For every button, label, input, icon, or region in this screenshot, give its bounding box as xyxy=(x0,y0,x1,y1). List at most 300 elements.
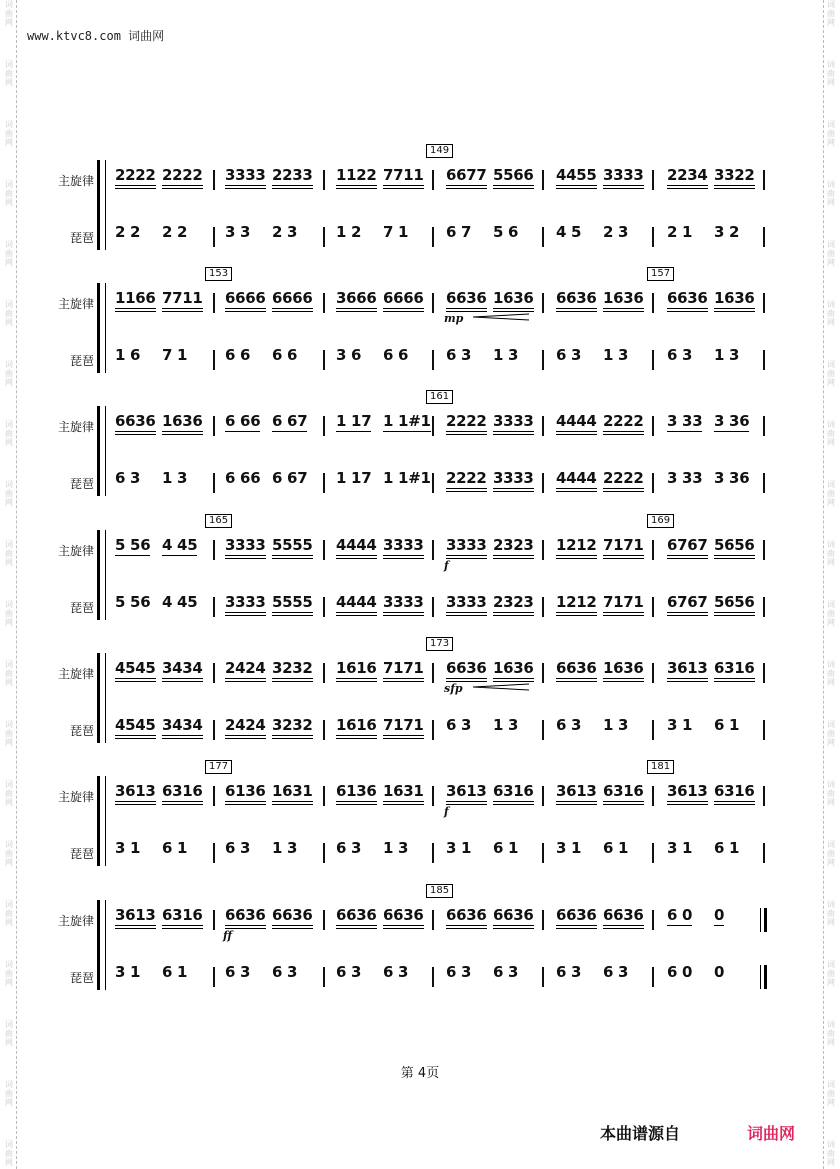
source-label: 本曲谱源自 xyxy=(600,1124,681,1143)
watermark-mark: 词 曲 网 xyxy=(827,660,835,687)
watermark-mark: 词 曲 网 xyxy=(5,1020,13,1047)
pipa-note-group: 6 3 xyxy=(603,963,629,981)
melody-note-group: 1631 xyxy=(272,782,313,805)
pipa-note-group: 1 3 xyxy=(162,469,188,487)
system-brace xyxy=(97,776,106,866)
barline xyxy=(763,350,765,370)
melody-note-group: 6636 xyxy=(336,906,377,929)
watermark-mark: 词 曲 网 xyxy=(5,720,13,747)
barline xyxy=(542,227,544,247)
melody-note-group: 6316 xyxy=(493,782,534,805)
watermark-mark: 词 曲 网 xyxy=(5,900,13,927)
barline xyxy=(763,227,765,247)
pipa-note-group: 0 xyxy=(714,963,725,981)
watermark-mark: 词 曲 网 xyxy=(5,480,13,507)
watermark-mark: 词 曲 网 xyxy=(827,180,835,207)
melody-note-group: 3613 xyxy=(556,782,597,805)
barline xyxy=(213,416,215,436)
pipa-note-group: 3 36 xyxy=(714,469,750,487)
measure-number: 153 xyxy=(205,267,232,281)
barline xyxy=(652,416,654,436)
pipa-note-group: 5555 xyxy=(272,593,313,616)
watermark-mark: 词 曲 网 xyxy=(827,780,835,807)
melody-note-group: 6636 xyxy=(667,289,708,312)
pipa-note-group: 2 3 xyxy=(272,223,298,241)
instrument-label-melody: 主旋律 xyxy=(57,667,94,681)
pipa-note-group: 4 45 xyxy=(162,593,198,611)
pipa-note-group: 5 56 xyxy=(115,593,151,611)
barline xyxy=(323,416,325,436)
barline xyxy=(323,663,325,683)
melody-note-group: 4444 xyxy=(336,536,377,559)
watermark-mark: 词 曲 网 xyxy=(827,1080,835,1107)
measure-number: 161 xyxy=(426,390,453,404)
pipa-note-group: 6 66 xyxy=(225,469,261,487)
melody-note-group: 4455 xyxy=(556,166,597,189)
header-site-name: 词曲网 xyxy=(128,29,165,43)
watermark-mark: 词 曲 网 xyxy=(827,480,835,507)
pipa-note-group: 6 3 xyxy=(383,963,409,981)
melody-note-group: 6666 xyxy=(383,289,424,312)
pipa-note-group: 1 3 xyxy=(493,716,519,734)
melody-note-group: 6136 xyxy=(336,782,377,805)
barline xyxy=(652,170,654,190)
melody-note-group: 3613 xyxy=(115,782,156,805)
melody-note-group: 6636 xyxy=(556,289,597,312)
melody-note-group: 4444 xyxy=(556,412,597,435)
barline xyxy=(432,663,434,683)
pipa-note-group: 6 3 xyxy=(225,963,251,981)
melody-note-group: 1122 xyxy=(336,166,377,189)
melody-note-group: 3613 xyxy=(115,906,156,929)
barline xyxy=(652,910,654,930)
pipa-note-group: 3333 xyxy=(225,593,266,616)
melody-note-group: 6636 xyxy=(383,906,424,929)
pipa-note-group: 5656 xyxy=(714,593,755,616)
instrument-label-pipa: 琵琶 xyxy=(69,477,94,491)
pipa-note-group: 1 1#1 xyxy=(383,469,431,487)
melody-note-group: 6666 xyxy=(272,289,313,312)
barline xyxy=(763,597,765,617)
pipa-note-group: 1 17 xyxy=(336,469,372,487)
pipa-note-group: 6 6 xyxy=(225,346,251,364)
melody-note-group: 1636 xyxy=(603,659,644,682)
melody-note-group: 1212 xyxy=(556,536,597,559)
melody-note-group: 3333 xyxy=(225,166,266,189)
melody-note-group: 6 0 xyxy=(667,906,693,924)
barline xyxy=(763,293,765,313)
melody-note-group: 2222 xyxy=(162,166,203,189)
pipa-note-group: 7 1 xyxy=(162,346,188,364)
pipa-note-group: 6 6 xyxy=(383,346,409,364)
pipa-note-group: 3434 xyxy=(162,716,203,739)
pipa-note-group: 6 3 xyxy=(556,716,582,734)
barline xyxy=(213,293,215,313)
watermark-mark: 词 曲 网 xyxy=(827,720,835,747)
barline xyxy=(542,473,544,493)
pipa-note-group: 5 6 xyxy=(493,223,519,241)
melody-note-group: 6666 xyxy=(225,289,266,312)
pipa-note-group: 3 1 xyxy=(115,963,141,981)
melody-note-group: 3333 xyxy=(383,536,424,559)
measure-number: 177 xyxy=(205,760,232,774)
melody-note-group: 6636 xyxy=(446,906,487,929)
measure-number: 157 xyxy=(647,267,674,281)
melody-note-group: 3 36 xyxy=(714,412,750,430)
melody-note-group: 3333 xyxy=(493,412,534,435)
barline xyxy=(763,786,765,806)
barline xyxy=(542,597,544,617)
barline xyxy=(323,540,325,560)
watermark-mark: 词 曲 网 xyxy=(827,600,835,627)
barline xyxy=(323,293,325,313)
watermark-mark: 词 曲 网 xyxy=(827,960,835,987)
source-site-link[interactable]: 词曲网 xyxy=(747,1124,796,1143)
melody-note-group: 3333 xyxy=(446,536,487,559)
instrument-label-pipa: 琵琶 xyxy=(69,971,94,985)
pipa-note-group: 1 3 xyxy=(272,839,298,857)
melody-note-group: 0 xyxy=(714,906,725,924)
system-brace xyxy=(97,530,106,620)
melody-note-group: 6316 xyxy=(162,906,203,929)
instrument-label-pipa: 琵琶 xyxy=(69,231,94,245)
pipa-note-group: 2323 xyxy=(493,593,534,616)
instrument-label-pipa: 琵琶 xyxy=(69,354,94,368)
barline xyxy=(323,910,325,930)
pipa-note-group: 6 1 xyxy=(493,839,519,857)
pipa-note-group: 6 6 xyxy=(272,346,298,364)
pipa-note-group: 2222 xyxy=(446,469,487,492)
melody-note-group: 7711 xyxy=(162,289,203,312)
pipa-note-group: 6767 xyxy=(667,593,708,616)
measure-number: 173 xyxy=(426,637,453,651)
pipa-note-group: 6 3 xyxy=(336,839,362,857)
pipa-note-group: 1 3 xyxy=(714,346,740,364)
system-brace xyxy=(97,900,106,990)
barline xyxy=(652,473,654,493)
pipa-note-group: 6 3 xyxy=(336,963,362,981)
barline xyxy=(432,540,434,560)
final-barline-thick xyxy=(764,908,767,932)
barline xyxy=(652,786,654,806)
melody-note-group: 5 56 xyxy=(115,536,151,554)
melody-note-group: 1636 xyxy=(493,659,534,682)
barline xyxy=(542,786,544,806)
barline xyxy=(213,786,215,806)
melody-note-group: 3322 xyxy=(714,166,755,189)
pipa-note-group: 3333 xyxy=(446,593,487,616)
pipa-note-group: 2 2 xyxy=(115,223,141,241)
crescendo-hairpin xyxy=(471,313,531,321)
barline xyxy=(763,720,765,740)
pipa-note-group: 6 3 xyxy=(493,963,519,981)
barline xyxy=(323,350,325,370)
pipa-note-group: 3 1 xyxy=(667,839,693,857)
melody-note-group: 3613 xyxy=(667,782,708,805)
barline xyxy=(432,720,434,740)
melody-note-group: 6636 xyxy=(446,289,487,312)
barline xyxy=(652,663,654,683)
melody-note-group: 3 33 xyxy=(667,412,703,430)
pipa-note-group: 3232 xyxy=(272,716,313,739)
score-system xyxy=(0,761,840,868)
melody-note-group: 1 1#1 xyxy=(383,412,431,430)
melody-note-group: 6316 xyxy=(162,782,203,805)
instrument-label-pipa: 琵琶 xyxy=(69,847,94,861)
barline xyxy=(432,416,434,436)
pipa-note-group: 6 3 xyxy=(556,346,582,364)
melody-note-group: 6767 xyxy=(667,536,708,559)
barline xyxy=(652,350,654,370)
melody-note-group: 2233 xyxy=(272,166,313,189)
header-url[interactable] xyxy=(27,27,164,44)
melody-note-group: 6136 xyxy=(225,782,266,805)
pipa-note-group: 6 3 xyxy=(556,963,582,981)
barline xyxy=(542,663,544,683)
barline xyxy=(542,843,544,863)
pipa-note-group: 3 6 xyxy=(336,346,362,364)
barline xyxy=(213,170,215,190)
melody-note-group: 3333 xyxy=(603,166,644,189)
melody-note-group: 2222 xyxy=(115,166,156,189)
pipa-note-group: 3 3 xyxy=(225,223,251,241)
melody-note-group: 6636 xyxy=(225,906,266,929)
watermark-mark: 词 曲 网 xyxy=(827,900,835,927)
barline xyxy=(542,540,544,560)
melody-note-group: 5566 xyxy=(493,166,534,189)
barline xyxy=(542,293,544,313)
header-url-text[interactable]: www.ktvc8.com xyxy=(27,29,121,43)
crescendo-hairpin xyxy=(471,683,531,691)
score-system xyxy=(0,638,840,745)
melody-note-group: 6636 xyxy=(446,659,487,682)
page-number: 第 4页 xyxy=(400,1066,440,1081)
barline xyxy=(213,227,215,247)
barline xyxy=(323,786,325,806)
barline xyxy=(652,227,654,247)
system-brace xyxy=(97,160,106,250)
pipa-note-group: 2 1 xyxy=(667,223,693,241)
barline xyxy=(323,720,325,740)
barline xyxy=(213,843,215,863)
melody-note-group: 6677 xyxy=(446,166,487,189)
barline xyxy=(213,720,215,740)
melody-note-group: 4 45 xyxy=(162,536,198,554)
barline xyxy=(432,967,434,987)
watermark-mark: 词 曲 网 xyxy=(5,840,13,867)
pipa-note-group: 3 1 xyxy=(556,839,582,857)
pipa-note-group: 7171 xyxy=(383,716,424,739)
barline xyxy=(323,170,325,190)
watermark-mark: 词 曲 网 xyxy=(5,360,13,387)
melody-note-group: 3333 xyxy=(225,536,266,559)
final-barline-thick xyxy=(764,965,767,989)
score-system xyxy=(0,268,840,375)
pipa-note-group: 3 33 xyxy=(667,469,703,487)
barline xyxy=(323,843,325,863)
melody-note-group: 6316 xyxy=(603,782,644,805)
barline xyxy=(652,293,654,313)
pipa-note-group: 2222 xyxy=(603,469,644,492)
system-brace xyxy=(97,283,106,373)
barline xyxy=(542,720,544,740)
melody-note-group: 1636 xyxy=(714,289,755,312)
final-barline-thin xyxy=(760,965,761,989)
melody-note-group: 6636 xyxy=(556,906,597,929)
watermark-mark: 词 曲 网 xyxy=(827,0,835,27)
pipa-note-group: 3 1 xyxy=(667,716,693,734)
pipa-note-group: 6 7 xyxy=(446,223,472,241)
pipa-note-group: 1616 xyxy=(336,716,377,739)
watermark-mark: 词 曲 网 xyxy=(5,120,13,147)
barline xyxy=(763,416,765,436)
pipa-note-group: 7 1 xyxy=(383,223,409,241)
instrument-label-melody: 主旋律 xyxy=(57,544,94,558)
barline xyxy=(323,597,325,617)
melody-note-group: 6636 xyxy=(115,412,156,435)
watermark-mark: 词 曲 网 xyxy=(5,540,13,567)
barline xyxy=(213,473,215,493)
watermark-mark: 词 曲 网 xyxy=(5,1080,13,1107)
barline xyxy=(323,967,325,987)
watermark-mark: 词 曲 网 xyxy=(827,1140,835,1167)
pipa-note-group: 6 3 xyxy=(667,346,693,364)
melody-note-group: 7711 xyxy=(383,166,424,189)
barline xyxy=(542,350,544,370)
melody-note-group: 1631 xyxy=(383,782,424,805)
pipa-note-group: 7171 xyxy=(603,593,644,616)
measure-number: 185 xyxy=(426,884,453,898)
watermark-mark: 词 曲 网 xyxy=(827,120,835,147)
barline xyxy=(213,910,215,930)
instrument-label-melody: 主旋律 xyxy=(57,914,94,928)
barline xyxy=(652,843,654,863)
watermark-mark: 词 曲 网 xyxy=(827,360,835,387)
barline xyxy=(763,473,765,493)
pipa-note-group: 6 3 xyxy=(446,963,472,981)
pipa-note-group: 1 3 xyxy=(493,346,519,364)
melody-note-group: 2323 xyxy=(493,536,534,559)
pipa-note-group: 1212 xyxy=(556,593,597,616)
dynamic-mark: sfp xyxy=(444,682,463,695)
pipa-note-group: 4545 xyxy=(115,716,156,739)
pipa-note-group: 3 1 xyxy=(115,839,141,857)
watermark-mark: 词 曲 网 xyxy=(5,300,13,327)
instrument-label-melody: 主旋律 xyxy=(57,174,94,188)
score-system xyxy=(0,391,840,498)
barline xyxy=(432,597,434,617)
melody-note-group: 1 17 xyxy=(336,412,372,430)
score-system xyxy=(0,145,840,252)
pipa-note-group: 2 3 xyxy=(603,223,629,241)
melody-note-group: 6316 xyxy=(714,782,755,805)
measure-number: 149 xyxy=(426,144,453,158)
barline xyxy=(213,350,215,370)
melody-note-group: 6636 xyxy=(272,906,313,929)
pipa-note-group: 6 1 xyxy=(714,716,740,734)
pipa-note-group: 1 6 xyxy=(115,346,141,364)
melody-note-group: 6316 xyxy=(714,659,755,682)
melody-note-group: 7171 xyxy=(383,659,424,682)
pipa-note-group: 6 3 xyxy=(446,716,472,734)
melody-note-group: 2222 xyxy=(603,412,644,435)
watermark-mark: 词 曲 网 xyxy=(827,420,835,447)
pipa-note-group: 3 2 xyxy=(714,223,740,241)
melody-note-group: 6636 xyxy=(603,906,644,929)
barline xyxy=(213,540,215,560)
barline xyxy=(763,663,765,683)
barline xyxy=(652,967,654,987)
barline xyxy=(652,597,654,617)
pipa-note-group: 1 2 xyxy=(336,223,362,241)
barline xyxy=(432,473,434,493)
melody-note-group: 3613 xyxy=(446,782,487,805)
melody-note-group: 3666 xyxy=(336,289,377,312)
barline xyxy=(763,540,765,560)
system-brace xyxy=(97,653,106,743)
melody-note-group: 4545 xyxy=(115,659,156,682)
instrument-label-pipa: 琵琶 xyxy=(69,724,94,738)
melody-note-group: 6636 xyxy=(493,906,534,929)
barline xyxy=(432,350,434,370)
barline xyxy=(432,843,434,863)
melody-note-group: 5656 xyxy=(714,536,755,559)
pipa-note-group: 6 3 xyxy=(225,839,251,857)
pipa-note-group: 4444 xyxy=(556,469,597,492)
watermark-mark: 词 曲 网 xyxy=(5,240,13,267)
pipa-note-group: 2 2 xyxy=(162,223,188,241)
barline xyxy=(432,170,434,190)
barline xyxy=(763,170,765,190)
pipa-note-group: 2424 xyxy=(225,716,266,739)
pipa-note-group: 6 1 xyxy=(162,963,188,981)
watermark-mark: 词 曲 网 xyxy=(827,60,835,87)
melody-note-group: 7171 xyxy=(603,536,644,559)
barline xyxy=(542,910,544,930)
pipa-note-group: 6 1 xyxy=(603,839,629,857)
pipa-note-group: 3333 xyxy=(493,469,534,492)
barline xyxy=(542,416,544,436)
pipa-note-group: 6 3 xyxy=(446,346,472,364)
pipa-note-group: 6 67 xyxy=(272,469,308,487)
barline xyxy=(652,720,654,740)
watermark-mark: 词 曲 网 xyxy=(827,540,835,567)
melody-note-group: 3434 xyxy=(162,659,203,682)
melody-note-group: 1166 xyxy=(115,289,156,312)
barline xyxy=(432,910,434,930)
barline xyxy=(763,843,765,863)
system-brace xyxy=(97,406,106,496)
melody-note-group: 1636 xyxy=(603,289,644,312)
watermark-mark: 词 曲 网 xyxy=(827,300,835,327)
watermark-mark: 词 曲 网 xyxy=(5,600,13,627)
melody-note-group: 6 66 xyxy=(225,412,261,430)
barline xyxy=(323,227,325,247)
watermark-mark: 词 曲 网 xyxy=(5,1140,13,1167)
measure-number: 165 xyxy=(205,514,232,528)
barline xyxy=(432,227,434,247)
watermark-mark: 词 曲 网 xyxy=(827,1020,835,1047)
melody-note-group: 1636 xyxy=(162,412,203,435)
barline xyxy=(323,473,325,493)
melody-note-group: 2234 xyxy=(667,166,708,189)
barline xyxy=(213,967,215,987)
dynamic-mark: f xyxy=(444,559,449,572)
instrument-label-melody: 主旋律 xyxy=(57,790,94,804)
melody-note-group: 1636 xyxy=(493,289,534,312)
melody-note-group: 3232 xyxy=(272,659,313,682)
pipa-note-group: 4444 xyxy=(336,593,377,616)
